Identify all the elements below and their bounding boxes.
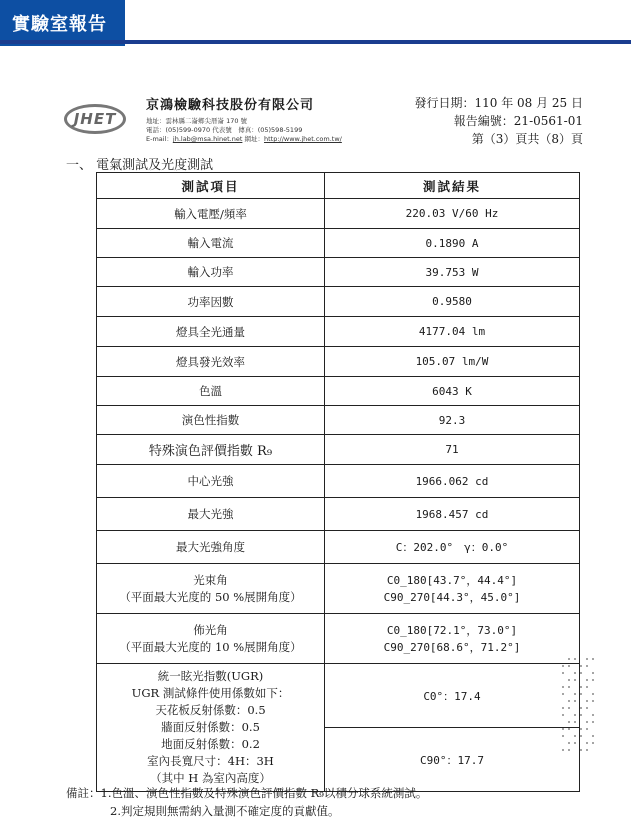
margin-dot [586, 700, 588, 702]
ugr-line: （其中 H 為室內高度） [150, 771, 271, 785]
report-meta [414, 94, 583, 148]
report-banner [0, 0, 631, 46]
margin-dot [580, 735, 582, 737]
margin-dot [562, 707, 564, 709]
margin-dot [592, 658, 594, 660]
margin-dot [580, 714, 582, 716]
margin-dot [580, 728, 582, 730]
margin-dot [574, 658, 576, 660]
ugr-line: 牆面反射係數：0.5 [161, 720, 260, 734]
margin-dot [568, 742, 570, 744]
margin-dot [586, 658, 588, 660]
row-item: 最大光強 [97, 498, 325, 531]
table-row [97, 377, 580, 406]
margin-dot [586, 679, 588, 681]
margin-dot [586, 665, 588, 667]
email-label: E-mail： [146, 135, 173, 143]
margin-dot [562, 749, 564, 751]
ugr-result-c0: C0°：17.4 [325, 664, 580, 728]
margin-dot [574, 721, 576, 723]
margin-dot [592, 714, 594, 716]
margin-dot [568, 679, 570, 681]
logo-text: JHET [73, 110, 117, 128]
table-row-ugr [97, 664, 580, 728]
margin-dot [580, 693, 582, 695]
email-link[interactable]: jh.lab@msa.hinet.net [172, 135, 243, 143]
row-result: 0.1890 A [325, 229, 580, 258]
company-info [146, 94, 342, 144]
company-phone: 電話：(05)599-0970 代表號 傳真：(05)598-5199 [146, 126, 303, 134]
row-item: 輸入電壓/頻率 [97, 199, 325, 229]
margin-dot [586, 721, 588, 723]
margin-dot [580, 665, 582, 667]
table-header-row [97, 173, 580, 199]
ugr-line: 天花板反射係數：0.5 [155, 703, 266, 717]
row-result: 4177.04 lm [325, 317, 580, 347]
table-row [97, 229, 580, 258]
margin-dot [586, 728, 588, 730]
margin-dot [586, 707, 588, 709]
table-row [97, 287, 580, 317]
margin-dot [592, 735, 594, 737]
web-link[interactable]: http://www.jhet.com.tw/ [263, 135, 342, 143]
margin-dot [568, 686, 570, 688]
results-table [96, 172, 580, 792]
margin-dot [574, 742, 576, 744]
row-result: 105.07 lm/W [325, 347, 580, 377]
row-item: 燈具全光通量 [97, 317, 325, 347]
margin-dot [580, 686, 582, 688]
margin-dot [568, 728, 570, 730]
margin-dot [562, 672, 564, 674]
margin-dot [592, 672, 594, 674]
margin-dot [562, 714, 564, 716]
margin-dot [568, 700, 570, 702]
row-item: 功率因數 [97, 287, 325, 317]
beam-angle-result [325, 564, 580, 614]
row-result: 1968.457 cd [325, 498, 580, 531]
row-result: 6043 K [325, 377, 580, 406]
field-angle-label: 佈光角 [193, 622, 228, 637]
margin-dot-pattern [562, 658, 598, 758]
row-result: 71 [325, 435, 580, 465]
table-row [97, 435, 580, 465]
margin-dot [574, 700, 576, 702]
row-item: 色溫 [97, 377, 325, 406]
margin-dot [568, 707, 570, 709]
column-header-item: 測試項目 [97, 173, 325, 199]
web-label: 網址： [244, 135, 264, 143]
row-result: 1966.062 cd [325, 465, 580, 498]
banner-rule [0, 40, 631, 44]
margin-dot [592, 700, 594, 702]
issue-date: 發行日期：110 年 08 月 25 日 [414, 96, 583, 110]
ugr-line: 統一眩光指數(UGR) [157, 669, 264, 683]
margin-dot [574, 735, 576, 737]
column-header-result: 測試結果 [325, 173, 580, 199]
beam-angle-note: （平面最大光度的 50 %展開角度） [119, 589, 302, 604]
company-logo [64, 104, 126, 134]
margin-dot [562, 686, 564, 688]
ugr-result-c90: C90°：17.7 [325, 728, 580, 792]
margin-dot [562, 735, 564, 737]
field-angle-c0: C0_180[72.1°，73.0°] [386, 623, 518, 637]
table-row [97, 347, 580, 377]
row-item: 特殊演色評價指數 R₉ [97, 435, 325, 465]
margin-dot [580, 707, 582, 709]
section-title: 一、 電氣測試及光度測試 [66, 158, 214, 173]
field-angle-result [325, 614, 580, 664]
row-item: 中心光強 [97, 465, 325, 498]
table-row [97, 317, 580, 347]
notes [66, 784, 427, 820]
margin-dot [586, 742, 588, 744]
company-contact [146, 135, 342, 144]
margin-dot [568, 749, 570, 751]
margin-dot [568, 721, 570, 723]
report-number: 報告編號：21-0561-01 [453, 114, 583, 128]
margin-dot [574, 714, 576, 716]
page-info: 第（3）頁共（8）頁 [471, 132, 583, 146]
beam-angle-c90: C90_270[44.3°，45.0°] [383, 590, 521, 604]
table-row [97, 531, 580, 564]
ugr-line: UGR 測試條件使用係數如下： [131, 686, 290, 700]
row-result: 39.753 W [325, 258, 580, 287]
table-row [97, 465, 580, 498]
row-item: 演色性指數 [97, 406, 325, 435]
beam-angle-label: 光束角 [193, 572, 228, 587]
margin-dot [592, 693, 594, 695]
margin-dot [562, 665, 564, 667]
margin-dot [592, 721, 594, 723]
margin-dot [580, 749, 582, 751]
ugr-item [97, 664, 325, 792]
table-row [97, 406, 580, 435]
note-line-1: 備註：1.色溫、演色性指數及特殊演色評價指數 R₉以積分球系統測試。 [66, 786, 428, 800]
table-row-beam-angle [97, 564, 580, 614]
margin-dot [586, 686, 588, 688]
margin-dot [592, 679, 594, 681]
row-item: 輸入功率 [97, 258, 325, 287]
beam-angle-c0: C0_180[43.7°，44.4°] [386, 573, 518, 587]
margin-dot [568, 665, 570, 667]
row-item: 最大光強角度 [97, 531, 325, 564]
row-result: C：202.0° γ：0.0° [325, 531, 580, 564]
margin-dot [574, 672, 576, 674]
margin-dot [562, 728, 564, 730]
row-result: 220.03 V/60 Hz [325, 199, 580, 229]
margin-dot [574, 693, 576, 695]
company-address: 地址：雲林縣二崙鄉尖厝崙 170 號 [146, 117, 248, 125]
margin-dot [586, 749, 588, 751]
note-line-2: 2.判定規則無需納入量測不確定度的貢獻值。 [110, 804, 340, 818]
field-angle-item [97, 614, 325, 664]
table-row [97, 498, 580, 531]
table-row [97, 199, 580, 229]
company-name: 京鴻檢驗科技股份有限公司 [146, 98, 315, 113]
ugr-line: 室內長寬尺寸：4H：3H [147, 754, 274, 768]
field-angle-c90: C90_270[68.6°，71.2°] [383, 640, 521, 654]
row-result: 92.3 [325, 406, 580, 435]
row-item: 輸入電流 [97, 229, 325, 258]
margin-dot [562, 693, 564, 695]
row-result: 0.9580 [325, 287, 580, 317]
banner-title: 實驗室報告 [12, 14, 107, 35]
margin-dot [592, 742, 594, 744]
table-row [97, 258, 580, 287]
beam-angle-item [97, 564, 325, 614]
margin-dot [580, 672, 582, 674]
ugr-line: 地面反射係數：0.2 [161, 737, 260, 751]
table-row-field-angle [97, 614, 580, 664]
field-angle-note: （平面最大光度的 10 %展開角度） [119, 639, 302, 654]
margin-dot [574, 679, 576, 681]
row-item: 燈具發光效率 [97, 347, 325, 377]
margin-dot [568, 658, 570, 660]
